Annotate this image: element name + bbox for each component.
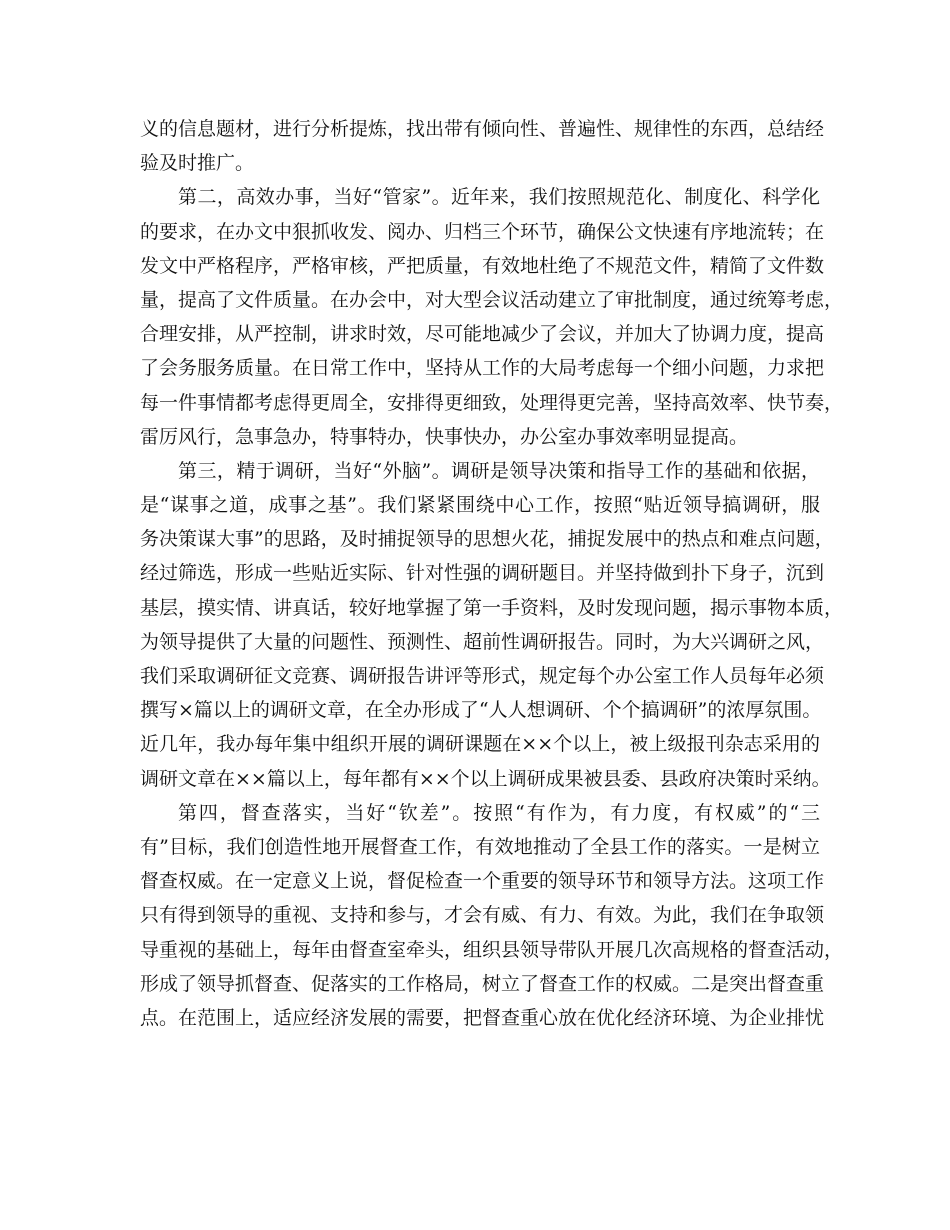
text-line: 是“谋事之道，成事之基”。我们紧紧围绕中心工作，按照“贴近领导搞调研，服 (140, 494, 820, 517)
text-line: 督查权威。在一定意义上说，督促检查一个重要的领导环节和领导方法。这项工作 (140, 870, 825, 893)
text-line: 义的信息题材，进行分析提炼，找出带有倾向性、普遍性、规律性的东西，总结经 (140, 118, 825, 140)
text-line: 经过筛选，形成一些贴近实际、针对性强的调研题目。并坚持做到扑下身子，沉到 (140, 562, 825, 585)
text-line: 形成了领导抓督查、促落实的工作格局，树立了督查工作的权威。二是突出督查重 (140, 972, 825, 995)
paragraph (140, 796, 844, 1035)
text-line: 为领导提供了大量的问题性、预测性、超前性调研报告。同时，为大兴调研之风， (140, 630, 825, 653)
paragraph (140, 454, 844, 796)
text-line: 调研文章在××篇以上，每年都有××个以上调研成果被县委、县政府决策时采纳。 (140, 767, 831, 790)
paragraph (140, 112, 825, 180)
text-line: 点。在范围上，适应经济发展的需要，把督查重心放在优化经济环境、为企业排忧 (140, 1006, 825, 1029)
paragraph (140, 180, 844, 454)
text-line: 第四，督查落实，当好“钦差”。按照“有作为，有力度，有权威”的“三 (178, 801, 820, 824)
text-line: 了会务服务质量。在日常工作中，坚持从工作的大局考虑每一个细小问题，力求把 (140, 357, 825, 380)
text-line: 的要求，在办文中狠抓收发、阅办、归档三个环节，确保公文快速有序地流转；在 (140, 220, 825, 243)
text-line: 第三，精于调研，当好“外脑”。调研是领导决策和指导工作的基础和依据， (178, 459, 820, 482)
text-line: 导重视的基础上，每年由督查室牵头，组织县领导带队开展几次高规格的督查活动， (140, 938, 844, 961)
text-line: 发文中严格程序，严格审核，严把质量，有效地杜绝了不规范文件，精简了文件数 (140, 254, 825, 277)
text-line: 我们采取调研征文竞赛、调研报告讲评等形式，规定每个办公室工作人员每年必须 (140, 665, 825, 687)
text-line: 量，提高了文件质量。在办会中，对大型会议活动建立了审批制度，通过统筹考虑， (140, 288, 844, 311)
text-line: 只有得到领导的重视、支持和参与，才会有威、有力、有效。为此，我们在争取领 (140, 904, 825, 927)
text-line: 合理安排，从严控制，讲求时效，尽可能地减少了会议，并加大了协调力度，提高 (140, 323, 825, 346)
text-line: 验及时推广。 (140, 152, 255, 175)
text-line: 近几年，我办每年集中组织开展的调研课题在××个以上，被上级报刊杂志采用的 (140, 733, 820, 756)
body-text (140, 112, 844, 1035)
text-line: 每一件事情都考虑得更周全，安排得更细致，处理得更完善，坚持高效率、快节奏， (140, 391, 844, 414)
text-line: 雷厉风行，急事急办，特事特办，快事快办，办公室办事效率明显提高。 (140, 425, 749, 448)
text-line: 撰写×篇以上的调研文章，在全办形成了“人人想调研、个个搞调研”的浓厚氛围。 (140, 699, 822, 722)
text-line: 有”目标，我们创造性地开展督查工作，有效地推动了全县工作的落实。一是树立 (140, 835, 820, 858)
text-line: 基层，摸实情、讲真话，较好地掌握了第一手资料，及时发现问题，揭示事物本质， (140, 596, 844, 619)
text-line: 第二，高效办事，当好“管家”。近年来，我们按照规范化、制度化、科学化 (178, 186, 820, 209)
text-line: 务决策谋大事”的思路，及时捕捉领导的思想火花，捕捉发展中的热点和难点问题， (140, 528, 834, 551)
